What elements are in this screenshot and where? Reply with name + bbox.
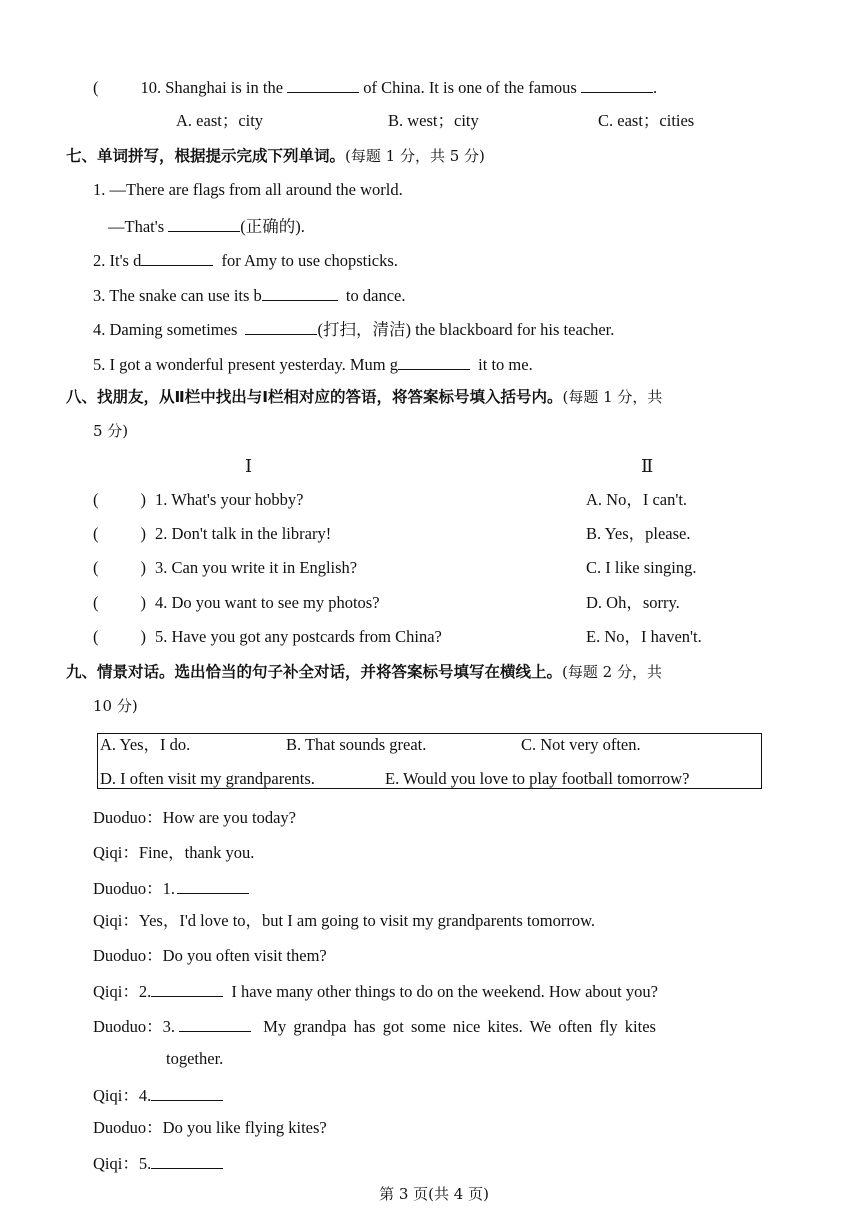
match-row — [93, 490, 303, 510]
s7-item3-post: to dance. — [345, 286, 406, 305]
answer-paren[interactable] — [93, 524, 155, 544]
option-b: B. That sounds great. — [286, 735, 427, 754]
s7-item1a: 1. —There are flags from all around the world. — [93, 180, 403, 199]
s7-item4 — [93, 318, 614, 340]
section9-note: (每题 2 分，共 — [562, 663, 662, 681]
dialogue-line-1: Duoduo：How are you today? — [93, 808, 296, 827]
paren-close: ) — [140, 627, 146, 646]
dialogue-line-7 — [93, 1015, 656, 1037]
q10-mid: of China. It is one of the famous — [363, 78, 577, 97]
option-e: E. Would you love to play football tomorrow? — [385, 769, 690, 788]
dialogue-continuation: I have many other things to do on the weekend. How about you? — [231, 982, 658, 1001]
q10-pre: 10. Shanghai is in the — [140, 78, 284, 97]
match-row — [93, 558, 357, 578]
dialogue-speaker-text: Qiqi：2. — [93, 982, 152, 1001]
dialogue-line-2: Qiqi：Fine，thank you. — [93, 843, 255, 862]
s7-item5 — [93, 353, 533, 375]
match-question: 1. What's your hobby? — [155, 490, 304, 509]
section9-note-cont: 10 分) — [93, 697, 138, 715]
q10-blank-1[interactable] — [287, 76, 359, 93]
s7-item3-blank[interactable] — [262, 284, 338, 301]
s7-item3-pre: 3. The snake can use its b — [93, 286, 262, 305]
section9-heading-cont — [93, 696, 138, 716]
match-question: 4. Do you want to see my photos? — [155, 593, 380, 612]
match-answer: D. Oh，sorry. — [586, 593, 680, 612]
paren-open: ( — [93, 627, 99, 646]
section7-title: 七、单词拼写，根据提示完成下列单词。 — [66, 147, 346, 165]
dialogue-speaker-text: Qiqi：5. — [93, 1154, 152, 1173]
paren-open: ( — [93, 490, 99, 509]
answer-paren[interactable] — [93, 558, 155, 578]
section8-note-cont: 5 分) — [93, 422, 129, 440]
page-footer: 第 3 页(共 4 页) — [379, 1185, 489, 1203]
paren-close: ) — [140, 490, 146, 509]
match-question: 3. Can you write it in English? — [155, 558, 358, 577]
match-row — [93, 524, 331, 544]
s7-item1b-hint: (正确的). — [240, 217, 305, 236]
s7-item2-post: for Amy to use chopsticks. — [221, 251, 398, 270]
dialogue-blank-1[interactable] — [177, 877, 249, 894]
s7-item4-post: (打扫，清洁) the blackboard for his teacher. — [317, 320, 615, 339]
s7-item5-blank[interactable] — [398, 353, 470, 370]
q10-option-a: A. east；city — [176, 111, 264, 130]
paren-close: ) — [140, 593, 146, 612]
dialogue-speaker-text: Duoduo：3. — [93, 1017, 176, 1036]
s7-item1-blank[interactable] — [168, 215, 240, 232]
s7-item1b-pre: —That's — [108, 217, 165, 236]
match-answer: A. No，I can't. — [586, 490, 688, 509]
option-c: C. Not very often. — [521, 735, 641, 754]
dialogue-line-7-cont: together. — [166, 1049, 224, 1068]
section9-title: 九、情景对话。选出恰当的句子补全对话，并将答案标号填写在横线上。 — [66, 663, 563, 681]
dialogue-blank-3[interactable] — [179, 1015, 251, 1032]
option-d: D. I often visit my grandparents. — [100, 769, 315, 788]
q10-option-c: C. east；cities — [598, 111, 695, 130]
section8-title: 八、找朋友，从Ⅱ栏中找出与Ⅰ栏相对应的答语，将答案标号填入括号内。 — [66, 388, 563, 406]
q10-paren-open: ( — [93, 78, 99, 97]
q10-end: . — [652, 78, 658, 97]
section7-note: (每题 1 分，共 5 分) — [345, 147, 485, 165]
match-answer: B. Yes，please. — [586, 524, 691, 543]
dialogue-line-9: Duoduo：Do you like flying kites? — [93, 1118, 327, 1137]
paren-close: ) — [140, 558, 146, 577]
dialogue-blank-2[interactable] — [151, 980, 223, 997]
s7-item5-post: it to me. — [478, 355, 533, 374]
match-answer: E. No，I haven't. — [586, 627, 702, 646]
dialogue-speaker-text: Duoduo：1. — [93, 879, 176, 898]
dialogue-line-8 — [93, 1084, 223, 1106]
s7-item1b — [108, 215, 305, 237]
q10-blank-2[interactable] — [581, 76, 653, 93]
s7-item4-pre: 4. Daming sometimes — [93, 320, 238, 339]
section9-heading — [66, 662, 662, 682]
section8-heading-cont — [93, 421, 128, 441]
s7-item2 — [93, 249, 398, 271]
match-row — [93, 593, 380, 613]
paren-close: ) — [140, 524, 146, 543]
column-1-label: Ⅰ — [245, 456, 253, 476]
s7-item3 — [93, 284, 405, 306]
dialogue-line-3 — [93, 877, 249, 899]
match-row — [93, 627, 442, 647]
answer-paren[interactable] — [93, 627, 155, 647]
q10-option-b: B. west；city — [388, 111, 479, 130]
match-question: 5. Have you got any postcards from China? — [155, 627, 442, 646]
dialogue-line-4: Qiqi：Yes，I'd love to，but I am going to visit my grandparents tomorrow. — [93, 911, 596, 930]
paren-open: ( — [93, 524, 99, 543]
paren-open: ( — [93, 558, 99, 577]
dialogue-speaker-text: Qiqi：4. — [93, 1086, 152, 1105]
dialogue-blank-4[interactable] — [151, 1084, 223, 1101]
dialogue-blank-5[interactable] — [151, 1152, 223, 1169]
section8-note: (每题 1 分，共 — [562, 388, 663, 406]
dialogue-line-6 — [93, 980, 658, 1002]
s7-item5-pre: 5. I got a wonderful present yesterday. Mum g — [93, 355, 399, 374]
column-2-label: Ⅱ — [641, 456, 654, 476]
section8-heading — [66, 387, 662, 407]
answer-paren[interactable] — [93, 490, 155, 510]
answer-paren[interactable] — [93, 593, 155, 613]
paren-open: ( — [93, 593, 99, 612]
s7-item2-pre: 2. It's d — [93, 251, 142, 270]
option-a: A. Yes，I do. — [100, 735, 191, 754]
s7-item2-blank[interactable] — [141, 249, 213, 266]
dialogue-line-10 — [93, 1152, 223, 1174]
match-answer: C. I like singing. — [586, 558, 697, 577]
section7-heading — [66, 146, 485, 166]
dialogue-line-5: Duoduo：Do you often visit them? — [93, 946, 327, 965]
dialogue-continuation: My grandpa has got some nice kites. We often fly kites — [263, 1017, 656, 1036]
match-question: 2. Don't talk in the library! — [155, 524, 332, 543]
q10-stem — [93, 76, 657, 98]
s7-item4-blank[interactable] — [245, 318, 317, 335]
